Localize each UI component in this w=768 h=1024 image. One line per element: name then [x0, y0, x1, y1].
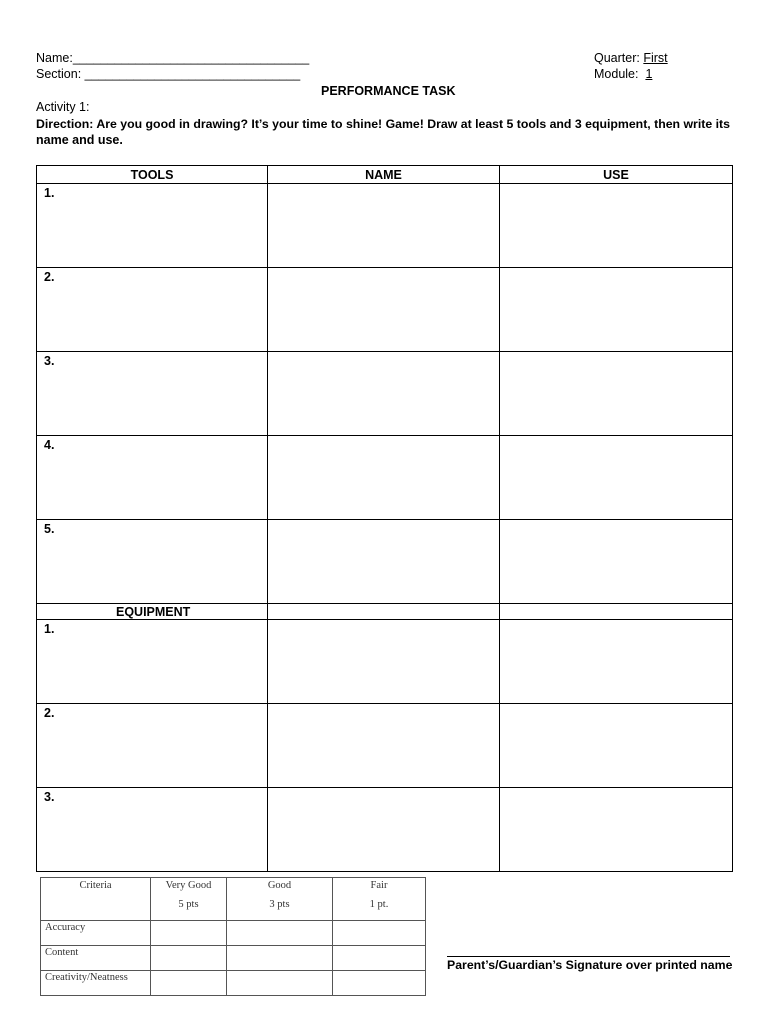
equipment-use-cell[interactable]	[500, 704, 733, 788]
name-field[interactable]	[36, 51, 309, 65]
column-header-tools: TOOLS	[37, 166, 268, 184]
tool-drawing-cell[interactable]	[37, 436, 268, 520]
rubric-header-row	[41, 878, 426, 921]
rubric-score-cell[interactable]	[227, 946, 333, 971]
rubric-row	[41, 971, 426, 996]
column-header-name: NAME	[268, 166, 500, 184]
tool-drawing-cell[interactable]	[37, 268, 268, 352]
quarter-field	[594, 51, 668, 65]
equipment-section-blank	[268, 604, 500, 620]
tool-name-cell[interactable]	[268, 520, 500, 604]
page-title: PERFORMANCE TASK	[321, 84, 456, 98]
rubric-score-cell[interactable]	[227, 921, 333, 946]
section-label: Section:	[36, 67, 82, 81]
rubric-criterion-label: Content	[41, 946, 151, 971]
tool-name-cell[interactable]	[268, 436, 500, 520]
section-field[interactable]	[36, 67, 300, 81]
tool-use-cell[interactable]	[500, 268, 733, 352]
row-number: 3.	[44, 354, 55, 368]
equipment-name-cell[interactable]	[268, 704, 500, 788]
equipment-drawing-cell[interactable]	[37, 704, 268, 788]
module-value: 1	[645, 67, 653, 81]
rubric-level-header: Very Good 5 pts	[151, 878, 227, 921]
rubric-table	[40, 877, 426, 996]
direction-line-1: Direction: Are you good in drawing? It’s your time to shine! Game! Draw at least 5 tools and 3 equipment, then write its	[36, 117, 730, 131]
rubric-score-cell[interactable]	[333, 971, 426, 996]
module-field	[594, 67, 652, 81]
tool-use-cell[interactable]	[500, 184, 733, 268]
direction-line-2: name and use.	[36, 133, 123, 147]
rubric-score-cell[interactable]	[333, 946, 426, 971]
rubric-score-cell[interactable]	[333, 921, 426, 946]
equipment-section-blank	[500, 604, 733, 620]
tool-name-cell[interactable]	[268, 184, 500, 268]
tool-drawing-cell[interactable]	[37, 352, 268, 436]
equipment-drawing-cell[interactable]	[37, 788, 268, 872]
tool-row	[37, 352, 733, 436]
signature-caption: Parent’s/Guardian’s Signature over printed name	[447, 958, 733, 972]
name-blank: __________________________________	[72, 51, 310, 65]
section-blank: _______________________________	[81, 67, 301, 81]
row-number: 1.	[44, 186, 55, 200]
quarter-label: Quarter:	[594, 51, 640, 65]
equipment-row	[37, 704, 733, 788]
signature-line[interactable]	[447, 956, 730, 957]
rubric-criterion-label: Accuracy	[41, 921, 151, 946]
equipment-name-cell[interactable]	[268, 788, 500, 872]
rubric-level-header: Fair 1 pt.	[333, 878, 426, 921]
quarter-value: First	[643, 51, 668, 65]
rubric-score-cell[interactable]	[151, 921, 227, 946]
table-header-row	[37, 166, 733, 184]
rubric-row	[41, 921, 426, 946]
worksheet-table	[36, 165, 733, 872]
rubric-score-cell[interactable]	[151, 971, 227, 996]
tool-row	[37, 268, 733, 352]
tool-row	[37, 520, 733, 604]
equipment-use-cell[interactable]	[500, 788, 733, 872]
row-number: 2.	[44, 706, 55, 720]
equipment-row	[37, 620, 733, 704]
equipment-section-label: EQUIPMENT	[37, 604, 268, 620]
tool-drawing-cell[interactable]	[37, 520, 268, 604]
row-number: 2.	[44, 270, 55, 284]
name-label: Name:	[36, 51, 73, 65]
tool-use-cell[interactable]	[500, 436, 733, 520]
equipment-name-cell[interactable]	[268, 620, 500, 704]
tool-row	[37, 436, 733, 520]
rubric-score-cell[interactable]	[227, 971, 333, 996]
tool-name-cell[interactable]	[268, 352, 500, 436]
rubric-criterion-label: Creativity/Neatness	[41, 971, 151, 996]
rubric-level-header: Good 3 pts	[227, 878, 333, 921]
rubric-row	[41, 946, 426, 971]
rubric-criteria-header: Criteria	[41, 878, 151, 921]
equipment-section-row	[37, 604, 733, 620]
equipment-drawing-cell[interactable]	[37, 620, 268, 704]
row-number: 4.	[44, 438, 55, 452]
tool-use-cell[interactable]	[500, 352, 733, 436]
tool-use-cell[interactable]	[500, 520, 733, 604]
row-number: 1.	[44, 622, 55, 636]
equipment-row	[37, 788, 733, 872]
rubric-score-cell[interactable]	[151, 946, 227, 971]
equipment-use-cell[interactable]	[500, 620, 733, 704]
row-number: 5.	[44, 522, 55, 536]
tool-row	[37, 184, 733, 268]
row-number: 3.	[44, 790, 55, 804]
tool-drawing-cell[interactable]	[37, 184, 268, 268]
column-header-use: USE	[500, 166, 733, 184]
tool-name-cell[interactable]	[268, 268, 500, 352]
activity-label: Activity 1:	[36, 100, 90, 114]
module-label: Module:	[594, 67, 639, 81]
